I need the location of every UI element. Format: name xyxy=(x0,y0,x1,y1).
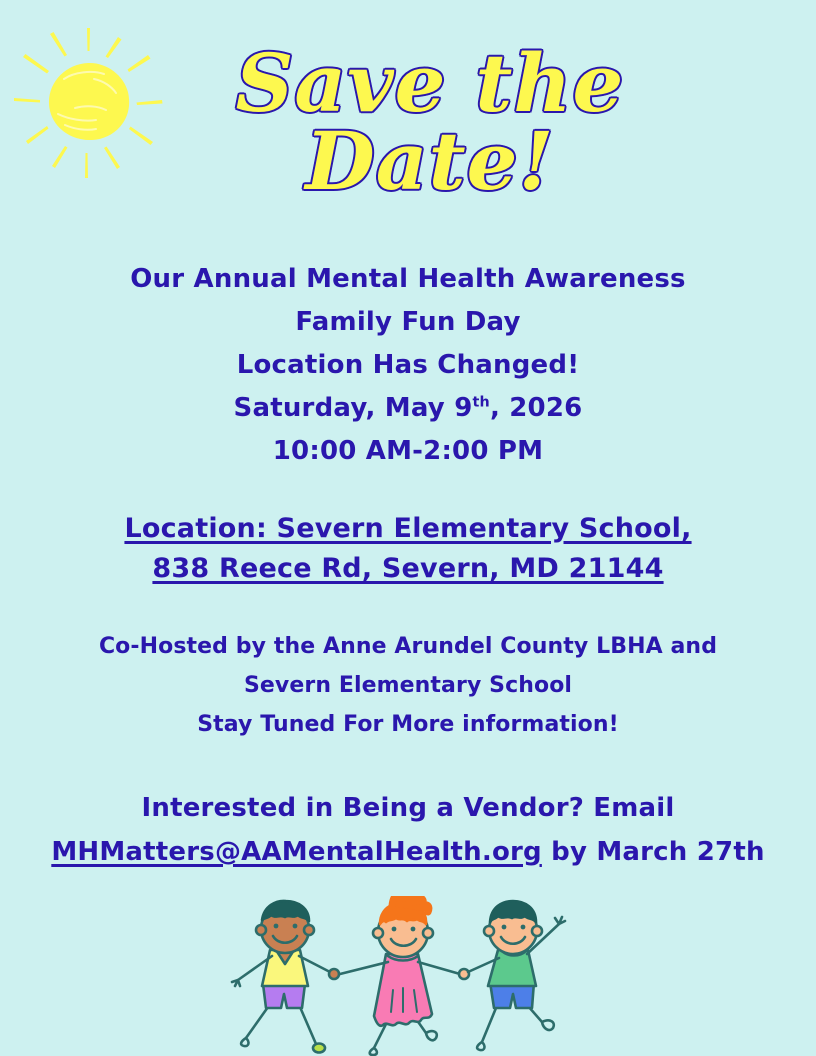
event-date-year: , 2026 xyxy=(489,393,583,423)
vendor-contact xyxy=(0,830,816,874)
vendor-block xyxy=(0,786,816,874)
location-block xyxy=(0,509,816,589)
event-line-1: Our Annual Mental Health Awareness xyxy=(130,264,686,294)
title-line-1: Save the xyxy=(235,36,625,130)
location-line-1: Location: Severn Elementary School, xyxy=(124,513,692,544)
event-line-3: Location Has Changed! xyxy=(236,350,580,380)
hosts-line-1: Co-Hosted by the Anne Arundel County LBHA and xyxy=(98,634,718,659)
flyer-title xyxy=(150,36,710,209)
three-children-holding-hands-illustration xyxy=(228,896,588,1056)
flyer-body xyxy=(0,258,816,874)
event-line-2: Family Fun Day xyxy=(295,307,521,337)
event-date-prefix: Saturday, May 9 xyxy=(233,393,473,423)
location-line-2: 838 Reece Rd, Severn, MD 21144 xyxy=(152,553,664,584)
vendor-email-link[interactable]: MHMatters@AAMentalHealth.org xyxy=(51,837,542,867)
title-line-2: Date! xyxy=(305,114,555,209)
sun-icon xyxy=(8,22,168,182)
vendor-deadline: by March 27th xyxy=(541,837,765,867)
hosts-line-2: Severn Elementary School xyxy=(243,673,573,698)
event-time: 10:00 AM-2:00 PM xyxy=(272,436,544,466)
event-date-ordinal: th xyxy=(472,394,490,411)
hosts-line-3: Stay Tuned For More information! xyxy=(197,712,619,737)
event-date xyxy=(0,387,816,430)
hosts-block xyxy=(0,627,816,744)
vendor-prompt: Interested in Being a Vendor? Email xyxy=(141,793,675,823)
